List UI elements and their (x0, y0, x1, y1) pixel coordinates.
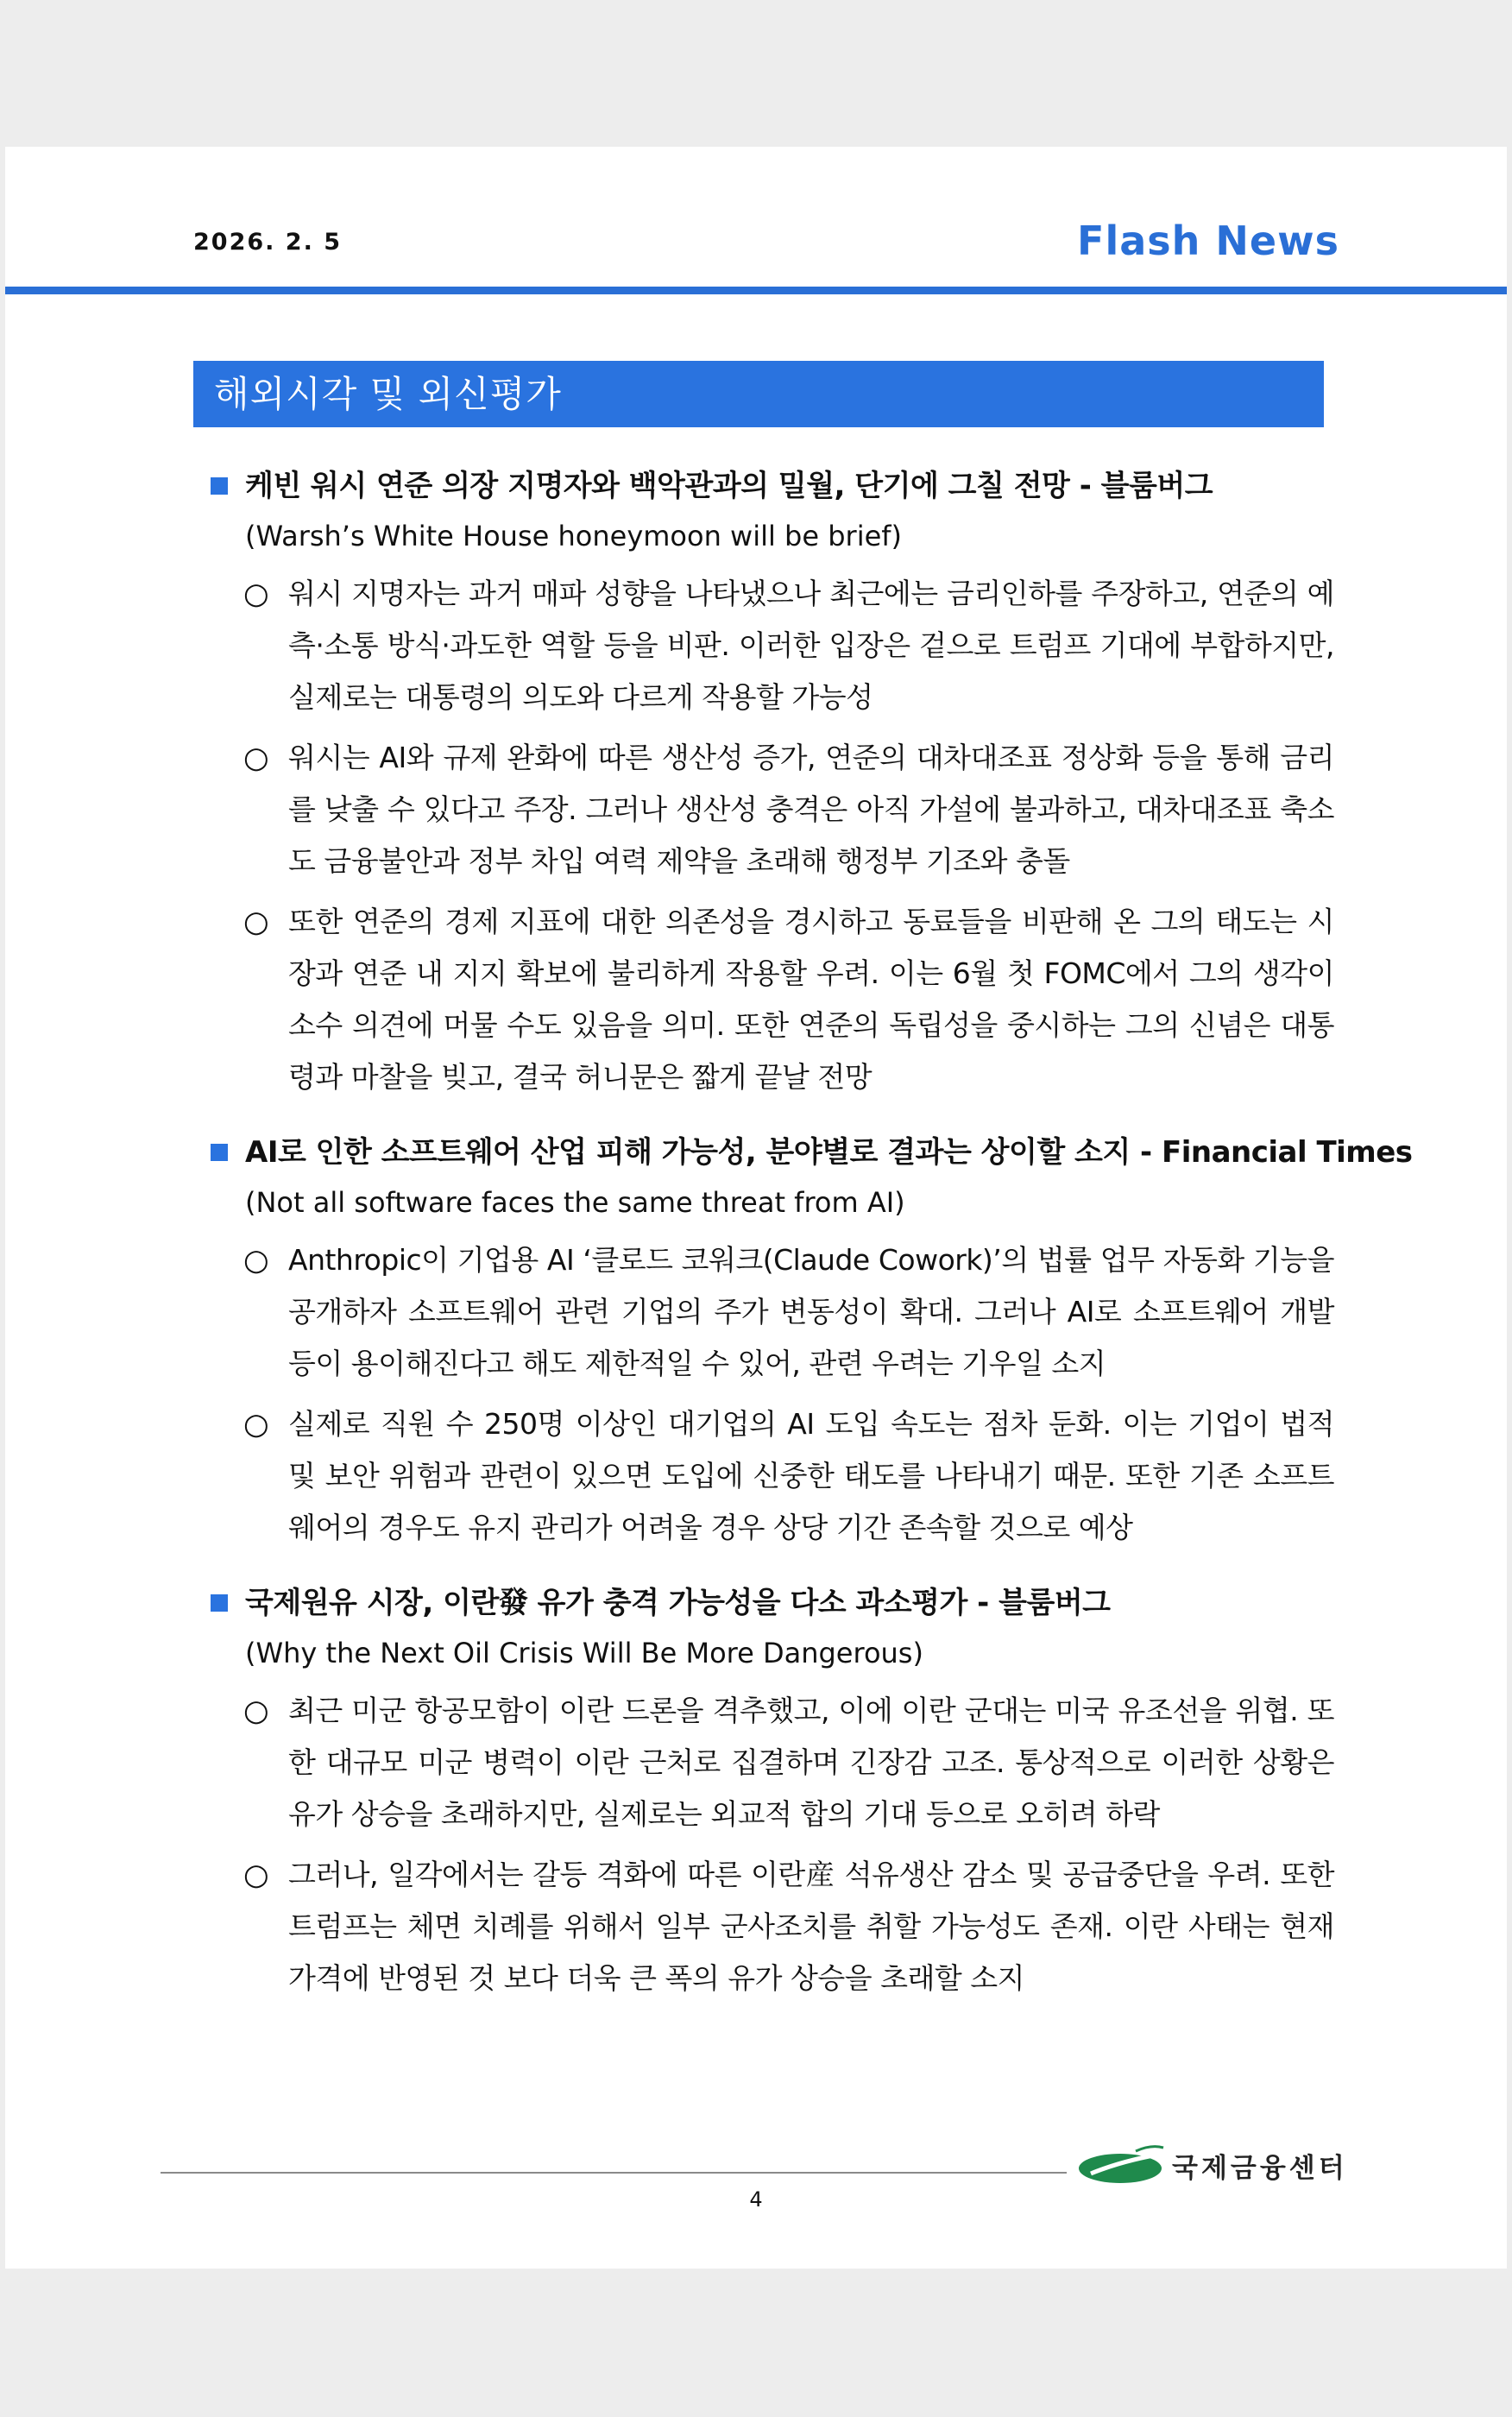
square-bullet-icon (211, 477, 228, 495)
bullet-text: 그러나, 일각에서는 갈등 격화에 따른 이란産 석유생산 감소 및 공급중단을 우려. 또한 트럼프는 체면 치례를 위해서 일부 군사조치를 취할 가능성도 존재. 이란 사태는 현재 가격에 반영된 것 보다 더욱 큰 폭의 유가 상승을 초래할 소지 (288, 1858, 1334, 1995)
news-section-oil (204, 1578, 1334, 2004)
org-name: 국제금융센터 (1172, 2153, 1348, 2184)
section-banner: 해외시각 및 외신평가 (193, 361, 1324, 427)
report-date: 2026. 2. 5 (193, 229, 343, 256)
news-section-warsh (204, 461, 1334, 1103)
bullet-item (204, 1849, 1334, 2004)
bullet-text: Anthropic이 기업용 AI ‘클로드 코워크(Claude Cowork)’의 법률 업무 자동화 기능을 공개하자 소프트웨어 관련 기업의 주가 변동성이 확대. 그러나 AI로 소프트웨어 개발 등이 용이해진다고 해도 제한적일 수 있어, 관련 우려는 기우일 소지 (288, 1243, 1334, 1380)
section-heading-text: AI로 인한 소프트웨어 산업 피해 가능성, 분야별로 결과는 상이할 소지 - Financial Times (245, 1135, 1413, 1170)
header-rule (5, 287, 1507, 294)
section-heading (204, 461, 1334, 511)
bullet-text: 최근 미군 항공모함이 이란 드론을 격추했고, 이에 이란 군대는 미국 유조선을 위협. 또한 대규모 미군 병력이 이란 근처로 집결하며 긴장감 고조. 통상적으로 이러한 상황은 유가 상승을 초래하지만, 실제로는 외교적 합의 기대 등으로 오히려 하락 (288, 1694, 1334, 1831)
footer-rule (161, 2172, 1067, 2174)
section-subtitle: (Not all software faces the same threat from AI) (245, 1186, 905, 1219)
bullet-text: 또한 연준의 경제 지표에 대한 의존성을 경시하고 동료들을 비판해 온 그의 태도는 시장과 연준 내 지지 확보에 불리하게 작용할 우려. 이는 6월 첫 FOMC에서 그의 생각이 소수 의견에 머물 수도 있음을 의미. 또한 연준의 독립성을 중시하는 그의 신념은 대통령과 마찰을 빚고, 결국 허니문은 짧게 끝날 전망 (288, 905, 1334, 1094)
circle-bullet-icon: ○ (243, 1694, 269, 1728)
document-page (5, 147, 1507, 2269)
section-heading-text: 국제원유 시장, 이란發 유가 충격 가능성을 다소 과소평가 - 블룸버그 (245, 1586, 1111, 1620)
section-heading (204, 1127, 1413, 1177)
circle-bullet-icon: ○ (243, 1407, 269, 1442)
section-subtitle: (Why the Next Oil Crisis Will Be More Dangerous) (245, 1637, 923, 1669)
circle-bullet-icon: ○ (243, 577, 269, 611)
circle-bullet-icon: ○ (243, 905, 269, 939)
article-content (204, 461, 1413, 2029)
bullet-item (204, 896, 1334, 1103)
page-number: 4 (749, 2187, 763, 2212)
org-logo-icon (1075, 2142, 1170, 2187)
bullet-text: 워시 지명자는 과거 매파 성향을 나타냈으나 최근에는 금리인하를 주장하고, 연준의 예측·소통 방식·과도한 역할 등을 비판. 이러한 입장은 겉으로 트럼프 기대에 부합하지만, 실제로는 대통령의 의도와 다르게 작용할 가능성 (288, 577, 1334, 714)
bullet-text: 워시는 AI와 규제 완화에 따른 생산성 증가, 연준의 대차대조표 정상화 등을 통해 금리를 낮출 수 있다고 주장. 그러나 생산성 충격은 아직 가설에 불과하고, 대차대조표 축소도 금융불안과 정부 차입 여력 제약을 초래해 행정부 기조와 충돌 (288, 741, 1334, 878)
square-bullet-icon (211, 1594, 228, 1612)
brand-title: Flash News (1077, 218, 1339, 264)
bullet-text: 실제로 직원 수 250명 이상인 대기업의 AI 도입 속도는 점차 둔화. 이는 기업이 법적 및 보안 위험과 관련이 있으면 도입에 신중한 태도를 나타내기 때문. 또한 기존 소프트웨어의 경우도 유지 관리가 어려울 경우 상당 기간 존속할 것으로 예상 (288, 1407, 1334, 1544)
section-subtitle: (Warsh’s White House honeymoon will be brief) (245, 520, 903, 552)
circle-bullet-icon: ○ (243, 741, 269, 775)
news-section-ai-software (204, 1127, 1413, 1554)
bullet-item (204, 1234, 1334, 1390)
circle-bullet-icon: ○ (243, 1243, 269, 1278)
bullet-item (204, 732, 1334, 887)
bullet-item (204, 1685, 1334, 1840)
square-bullet-icon (211, 1144, 228, 1161)
circle-bullet-icon: ○ (243, 1858, 269, 1892)
section-heading (204, 1578, 1334, 1628)
bullet-item (204, 568, 1334, 723)
bullet-item (204, 1398, 1334, 1554)
section-heading-text: 케빈 워시 연준 의장 지명자와 백악관과의 밀월, 단기에 그칠 전망 - 블룸버그 (245, 469, 1213, 503)
